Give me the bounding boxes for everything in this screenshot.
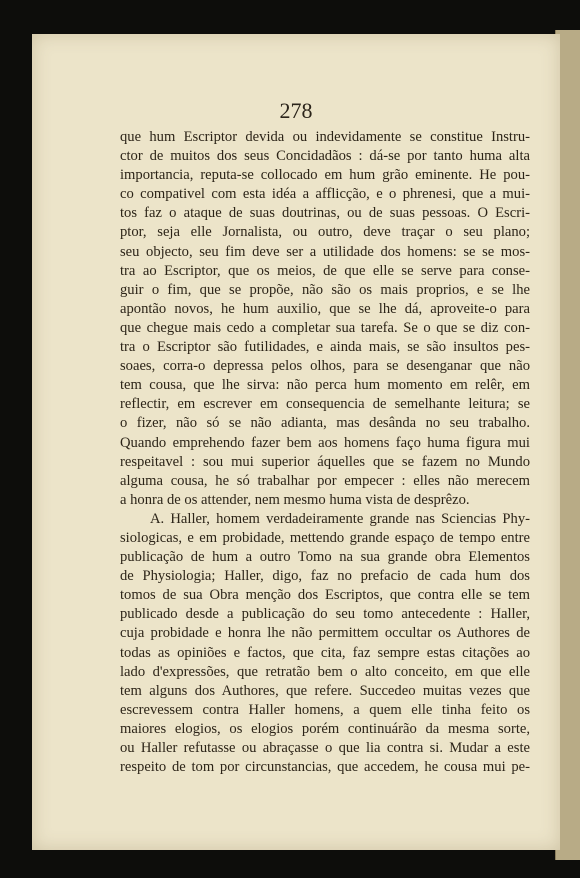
text-line: a honra de os attender, nem mesmo huma vista de desprêzo. [120, 491, 470, 508]
text-line: de Physiologia; Haller, digo, faz no prefacio de cada hum dos [120, 568, 530, 585]
text-line: seu objecto, seu fim deve ser a utilidade dos homens: se se mos- [120, 243, 530, 260]
text-line: o fizer, não só se não adianta, mas desânda no seu trabalho. [120, 415, 530, 432]
text-line: tra ao Escriptor, que os meios, de que elle se serve para conse- [120, 262, 530, 279]
text-line: maiores elogios, os elogios porém continuárão da mesma sorte, [120, 720, 530, 737]
text-line: importancia, reputa-se collocado em hum grão eminente. He pou- [120, 167, 530, 184]
text-line: tem alguns dos Authores, que refere. Succedeo muitas vezes que [120, 682, 530, 699]
body-text [120, 128, 530, 777]
text-line: que hum Escriptor devida ou indevidamente se constitue Instru- [120, 129, 530, 145]
text-line: que chegue mais cedo a completar sua tarefa. Se o que se diz con- [120, 319, 530, 336]
text-line: alguma cousa, he só trabalhar por empecer : elles não merecem [120, 472, 530, 489]
text-line: lado d'expressões, que retratão bem o alto conceito, em que elle [120, 663, 530, 680]
text-line: siologicas, e em probidade, mettendo grande espaço de tempo entre [120, 529, 530, 546]
text-line: publicação de hum a outro Tomo na sua grande obra Elementos [120, 549, 530, 566]
text-line: tomos de sua Obra menção dos Escriptos, que contra elle se tem [120, 587, 530, 604]
text-line: tra o Escriptor são futilidades, e ainda mais, se são insultos pes- [120, 339, 530, 356]
text-line: apontão novos, he hum auxilio, que se lhe dá, aproveite-o para [120, 300, 530, 317]
text-line: reflectir, em escrever em consequencia de semelhante leitura; se [120, 396, 530, 413]
text-line: publicado desde a publicação do seu tomo antecedente : Haller, [120, 606, 530, 623]
paragraph-1 [120, 128, 530, 510]
text-line: co compativel com esta idéa a afflicção, e o phrenesi, que a mui- [120, 186, 530, 203]
text-line: ou Haller refutasse ou abraçasse o que lia contra si. Mudar a este [120, 740, 530, 756]
page-number: 278 [279, 98, 313, 123]
text-line: escrevessem contra Haller homens, a quem elle tinha feito os [120, 701, 530, 718]
text-line: respeitavel : sou mui superior áquelles que se fazem no Mundo [120, 453, 530, 470]
text-line: soaes, corra-o depressa pelos olhos, para se desenganar que não [120, 358, 530, 375]
paragraph-2 [120, 510, 530, 777]
text-line: respeito de tom por circunstancias, que accedem, he cousa mui pe- [120, 759, 530, 776]
text-line: tem cousa, que lhe sirva: não perca hum momento em relêr, em [120, 377, 530, 394]
text-line: cuja probidade e honra lhe não permittem occultar os Authores de [120, 625, 530, 642]
text-line: tos faz o ataque de suas doutrinas, ou de suas pessoas. O Escri- [120, 205, 530, 222]
text-line: Quando emprehendo fazer bem aos homens faço huma figura mui [120, 434, 530, 451]
text-line: A. Haller, homem verdadeiramente grande nas Sciencias Phy- [150, 510, 530, 527]
text-line: guir o fim, que se propõe, não são os mais proprios, e se lhe [120, 281, 530, 298]
text-line: ctor de muitos dos seus Concidadãos : dá-se por tanto huma alta [120, 148, 530, 165]
text-line: todas as opiniões e factos, que cita, faz sempre estas citações ao [120, 644, 530, 661]
text-line: ptor, seja elle Jornalista, ou outro, deve traçar o seu plano; [120, 224, 530, 241]
